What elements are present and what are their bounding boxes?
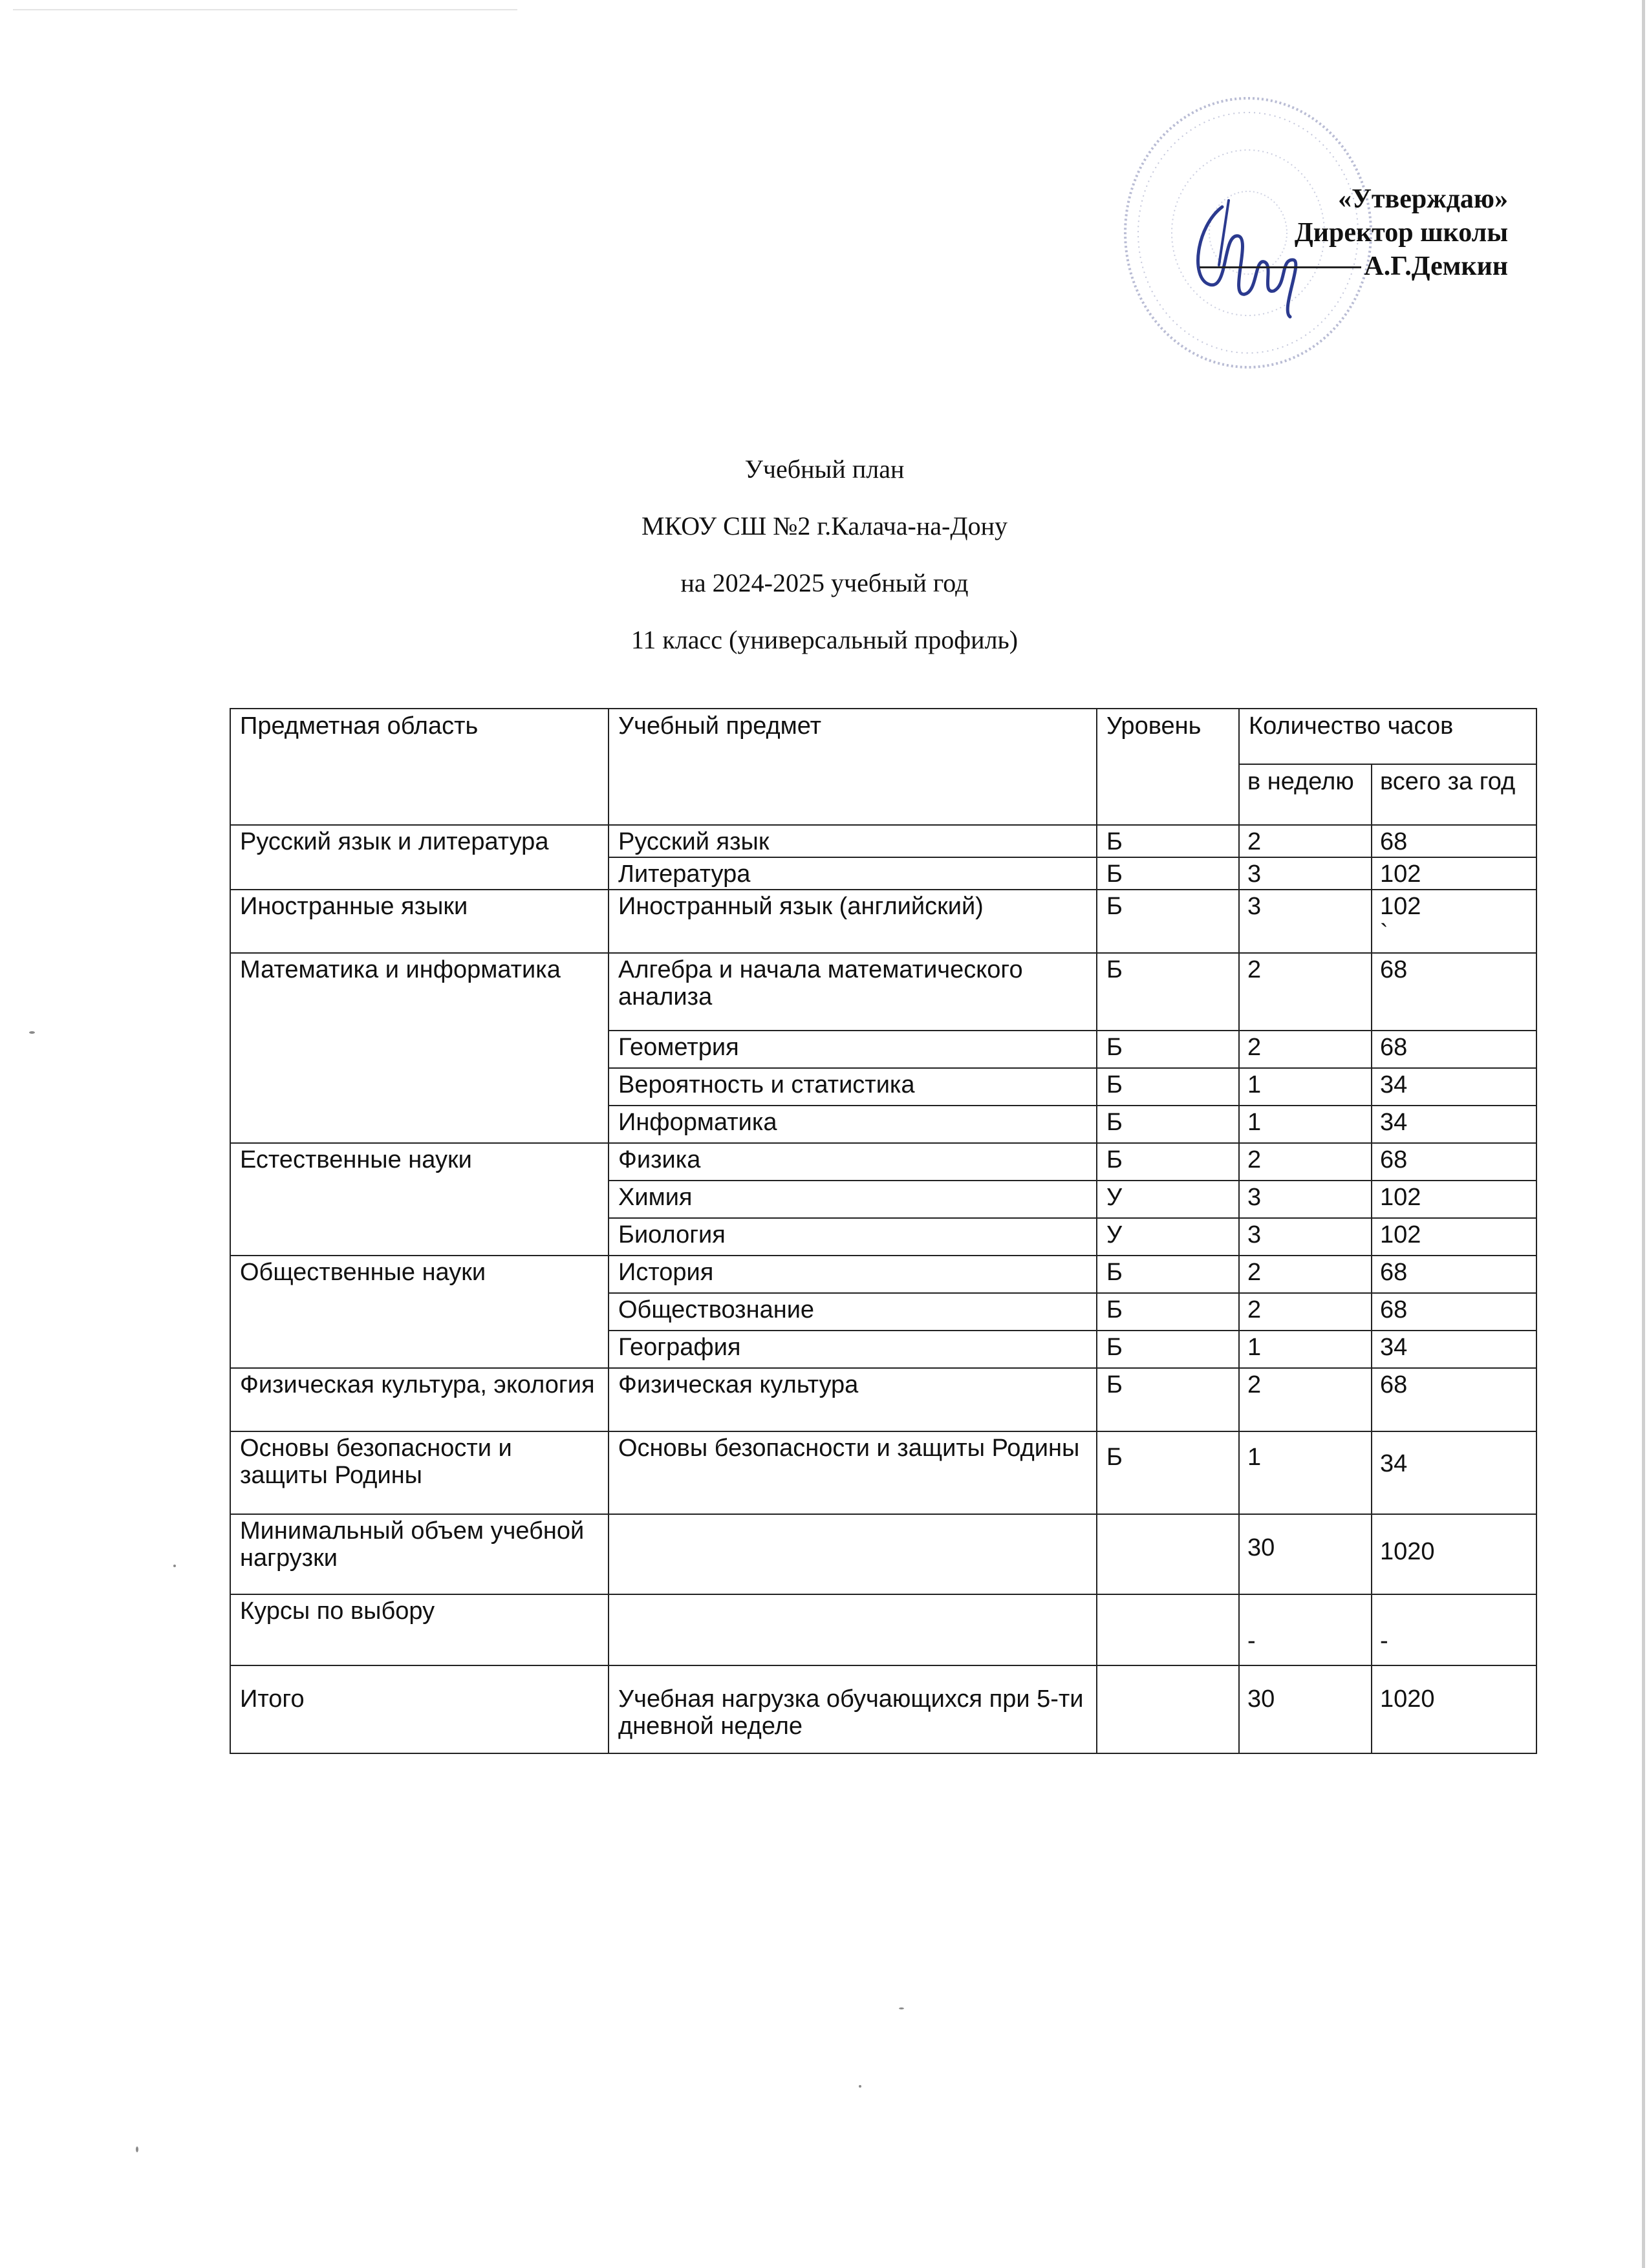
week-hours-cell: 2 bbox=[1239, 825, 1372, 857]
table-row bbox=[230, 1256, 1536, 1293]
area-cell: Итого bbox=[230, 1665, 609, 1753]
school-name: МКОУ СШ №2 г.Калача-на-Дону bbox=[641, 511, 1008, 540]
signature-line bbox=[1200, 266, 1361, 268]
year-hours-cell bbox=[1372, 890, 1536, 953]
subject-cell: Литература bbox=[609, 857, 1097, 890]
level-cell bbox=[1097, 1514, 1239, 1594]
level-cell: Б bbox=[1097, 1143, 1239, 1181]
subject-cell: Геометрия bbox=[609, 1031, 1097, 1068]
level-cell: Б bbox=[1097, 1068, 1239, 1106]
area-cell: Естественные науки bbox=[230, 1143, 609, 1256]
year-hours-cell: 68 bbox=[1372, 1256, 1536, 1293]
subject-cell bbox=[609, 1514, 1097, 1594]
year-hours-cell: 68 bbox=[1372, 825, 1536, 857]
subject-cell: Основы безопасности и защиты Родины bbox=[609, 1431, 1097, 1514]
week-hours-cell: 3 bbox=[1239, 1218, 1372, 1256]
table-row bbox=[230, 1665, 1536, 1753]
scan-artifact-line bbox=[13, 9, 517, 10]
scan-speck bbox=[136, 2146, 138, 2152]
table-header-row bbox=[230, 709, 1536, 764]
subject-cell bbox=[609, 1594, 1097, 1665]
table-row bbox=[230, 1368, 1536, 1431]
level-cell: Б bbox=[1097, 1106, 1239, 1143]
subject-cell: Биология bbox=[609, 1218, 1097, 1256]
year-hours-cell: 34 bbox=[1372, 1106, 1536, 1143]
director-name: А.Г.Демкин bbox=[1364, 251, 1508, 281]
subject-cell: Физика bbox=[609, 1143, 1097, 1181]
approval-signature-row bbox=[1200, 250, 1508, 283]
area-cell: Курсы по выбору bbox=[230, 1594, 609, 1665]
year-hours-cell: 102 bbox=[1372, 1218, 1536, 1256]
week-hours-cell: 2 bbox=[1239, 1368, 1372, 1431]
year-hours-cell: 34 bbox=[1372, 1068, 1536, 1106]
year-hours-cell: 68 bbox=[1372, 1293, 1536, 1331]
level-cell: Б bbox=[1097, 825, 1239, 857]
area-cell: Иностранные языки bbox=[230, 890, 609, 953]
stray-mark: ` bbox=[1380, 920, 1388, 947]
area-cell: Математика и информатика bbox=[230, 953, 609, 1143]
week-hours-cell: 2 bbox=[1239, 1256, 1372, 1293]
table-row bbox=[230, 1143, 1536, 1181]
scan-edge-shadow bbox=[1642, 0, 1645, 2268]
scan-speck bbox=[899, 2007, 904, 2009]
year-hours-value: 102 bbox=[1380, 893, 1421, 920]
table-row bbox=[230, 953, 1536, 1031]
week-hours-cell: 30 bbox=[1239, 1665, 1372, 1753]
table-row bbox=[230, 1514, 1536, 1594]
table-row bbox=[230, 1594, 1536, 1665]
approval-position: Директор школы bbox=[1294, 218, 1508, 248]
subject-cell: Иностранный язык (английский) bbox=[609, 890, 1097, 953]
area-cell: Физическая культура, экология bbox=[230, 1368, 609, 1431]
year-hours-cell: 1020 bbox=[1372, 1514, 1536, 1594]
level-cell: Б bbox=[1097, 1368, 1239, 1431]
scan-speck bbox=[173, 1565, 176, 1567]
subject-cell: Учебная нагрузка обучающихся при 5-ти дневной неделе bbox=[609, 1665, 1097, 1753]
week-hours-cell: 1 bbox=[1239, 1331, 1372, 1368]
table-row bbox=[230, 825, 1536, 857]
header-per-week: в неделю bbox=[1239, 764, 1372, 825]
table-row bbox=[230, 1431, 1536, 1514]
year-hours-cell: 102 bbox=[1372, 1181, 1536, 1218]
header-level: Уровень bbox=[1097, 709, 1239, 825]
year-hours-cell: 68 bbox=[1372, 1031, 1536, 1068]
week-hours-cell: 30 bbox=[1239, 1514, 1372, 1594]
level-cell bbox=[1097, 1665, 1239, 1753]
week-hours-cell: 2 bbox=[1239, 1293, 1372, 1331]
subject-cell: История bbox=[609, 1256, 1097, 1293]
header-subject: Учебный предмет bbox=[609, 709, 1097, 825]
approval-stamp-text: «Утверждаю» bbox=[1338, 184, 1508, 214]
week-hours-cell: 3 bbox=[1239, 1181, 1372, 1218]
level-cell: Б bbox=[1097, 1256, 1239, 1293]
level-cell: Б bbox=[1097, 953, 1239, 1031]
year-hours-cell: 68 bbox=[1372, 953, 1536, 1031]
curriculum-table bbox=[230, 708, 1537, 1754]
subject-cell: География bbox=[609, 1331, 1097, 1368]
header-area: Предметная область bbox=[230, 709, 609, 825]
subject-cell: Алгебра и начала математического анализа bbox=[609, 953, 1097, 1031]
header-per-year: всего за год bbox=[1372, 764, 1536, 825]
subject-cell: Вероятность и статистика bbox=[609, 1068, 1097, 1106]
level-cell: Б bbox=[1097, 1031, 1239, 1068]
week-hours-cell: 1 bbox=[1239, 1106, 1372, 1143]
week-hours-cell: 2 bbox=[1239, 1143, 1372, 1181]
scan-speck bbox=[859, 2085, 861, 2088]
subject-cell: Русский язык bbox=[609, 825, 1097, 857]
area-cell: Минимальный объем учебной нагрузки bbox=[230, 1514, 609, 1594]
week-hours-cell: 2 bbox=[1239, 953, 1372, 1031]
week-hours-cell: 2 bbox=[1239, 1031, 1372, 1068]
area-cell: Русский язык и литература bbox=[230, 825, 609, 890]
academic-year: на 2024-2025 учебный год bbox=[680, 568, 969, 597]
table-row bbox=[230, 890, 1536, 953]
year-hours-cell: 102 bbox=[1372, 857, 1536, 890]
document-title: Учебный план bbox=[744, 455, 905, 484]
year-hours-cell: 68 bbox=[1372, 1143, 1536, 1181]
year-hours-cell: 34 bbox=[1372, 1331, 1536, 1368]
subject-cell: Физическая культура bbox=[609, 1368, 1097, 1431]
level-cell: Б bbox=[1097, 1293, 1239, 1331]
class-profile: 11 класс (универсальный профиль) bbox=[630, 625, 1018, 654]
week-hours-cell: - bbox=[1239, 1594, 1372, 1665]
level-cell: Б bbox=[1097, 890, 1239, 953]
level-cell: У bbox=[1097, 1181, 1239, 1218]
level-cell bbox=[1097, 1594, 1239, 1665]
year-hours-cell: - bbox=[1372, 1594, 1536, 1665]
subject-cell: Информатика bbox=[609, 1106, 1097, 1143]
scan-speck bbox=[29, 1031, 35, 1034]
header-hours: Количество часов bbox=[1239, 709, 1536, 764]
subject-cell: Обществознание bbox=[609, 1293, 1097, 1331]
week-hours-cell: 3 bbox=[1239, 890, 1372, 953]
week-hours-cell: 1 bbox=[1239, 1431, 1372, 1514]
year-hours-cell: 68 bbox=[1372, 1368, 1536, 1431]
area-cell: Основы безопасности и защиты Родины bbox=[230, 1431, 609, 1514]
year-hours-cell: 34 bbox=[1372, 1431, 1536, 1514]
document-title-block bbox=[0, 441, 1649, 669]
level-cell: Б bbox=[1097, 1331, 1239, 1368]
year-hours-cell: 1020 bbox=[1372, 1665, 1536, 1753]
approval-block bbox=[1200, 182, 1508, 283]
subject-cell: Химия bbox=[609, 1181, 1097, 1218]
level-cell: Б bbox=[1097, 857, 1239, 890]
week-hours-cell: 3 bbox=[1239, 857, 1372, 890]
week-hours-cell: 1 bbox=[1239, 1068, 1372, 1106]
level-cell: У bbox=[1097, 1218, 1239, 1256]
area-cell: Общественные науки bbox=[230, 1256, 609, 1368]
level-cell: Б bbox=[1097, 1431, 1239, 1514]
